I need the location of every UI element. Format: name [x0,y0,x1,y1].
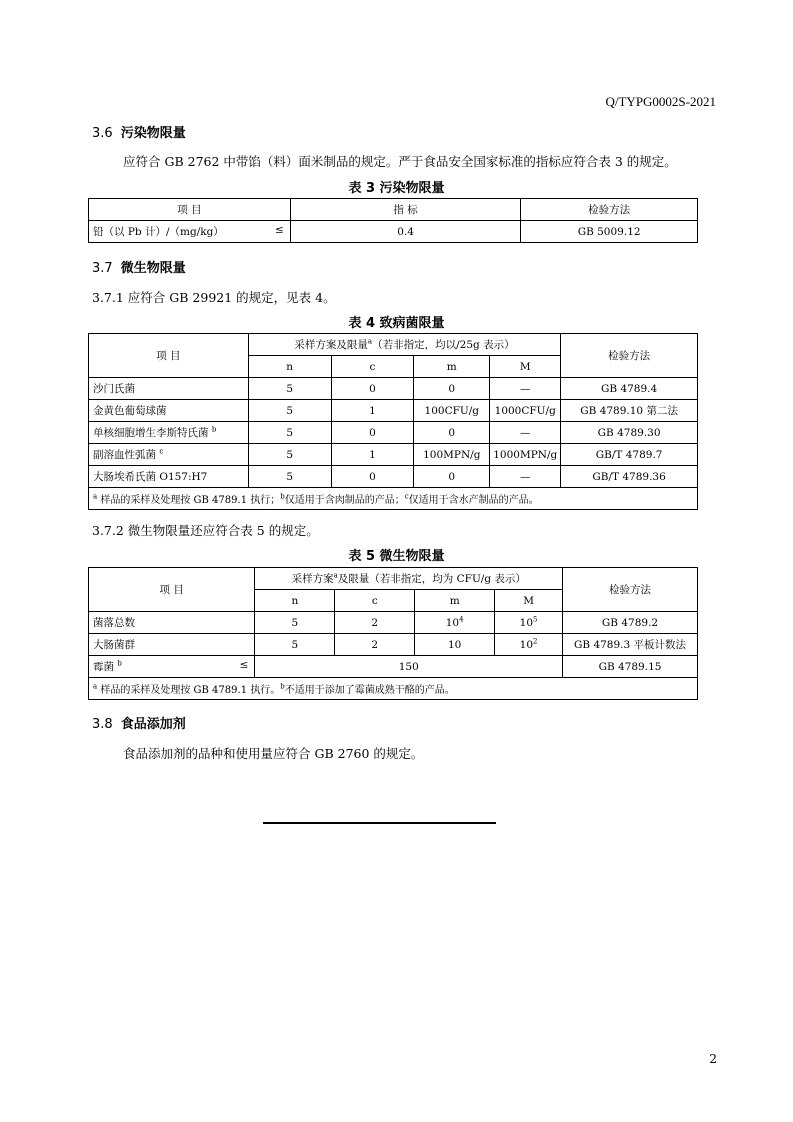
table-row [89,612,698,634]
table4-pathogen-limits [88,333,698,510]
section-3-8-heading [92,713,186,732]
table4-title: 表 4 致病菌限量 [348,316,445,331]
m-cell: 100CFU/g [414,400,490,422]
table-row [89,634,698,656]
table5-title: 表 5 微生物限量 [348,549,445,564]
header-method: 检验方法 [561,334,698,378]
clause-text: 微生物限量还应符合表 5 的规定。 [127,523,319,538]
M-cell: 1000MPN/g [490,444,561,466]
section-3-6-text: 应符合 GB 2762 中带馅（料）面米制品的规定。严于食品安全国家标准的指标应符合表 3 的规定。 [123,154,677,169]
header-sampling-plan: 采样方案及限量$^a$（若非指定，均以/25g 表示） [248,334,560,356]
clause-3-7-1 [92,288,336,306]
subheader-c: c [335,590,415,612]
c-cell: 0 [331,466,414,488]
table-row [89,444,698,466]
table-note-row [89,678,698,700]
table5-microbial-limits [88,567,698,700]
section-3-7-heading [92,257,186,276]
M-cell: — [490,466,561,488]
table-row [89,400,698,422]
method-cell: GB/T 4789.36 [561,466,698,488]
section-number: 3.7 [92,261,113,276]
document-code: Q/TYPG0002S-2021 [605,94,716,109]
section-title: 食品添加剂 [120,717,186,732]
c-cell: 0 [331,378,414,400]
item-cell: 单核细胞增生李斯特氏菌 $^b$ [89,422,249,444]
table-row [89,378,698,400]
n-cell: 5 [248,444,331,466]
m-cell: 0 [414,466,490,488]
method-cell: GB 4789.4 [561,378,698,400]
m-cell: $10^4$ [415,612,495,634]
section-3-8-text: 食品添加剂的品种和使用量应符合 GB 2760 的规定。 [123,746,424,761]
table-row [89,422,698,444]
method-cell: GB 5009.12 [521,221,698,243]
item-cell: 大肠埃希氏菌 O157:H7 [89,466,249,488]
item-cell: 金黄色葡萄球菌 [89,400,249,422]
M-cell: $10^5$ [495,612,563,634]
item-cell: 霉菌 $^b$ ≤ [89,656,255,678]
table-row [89,656,698,678]
item-cell: 大肠菌群 [89,634,255,656]
m-cell: 0 [414,422,490,444]
table-row [89,466,698,488]
n-cell: 5 [255,634,335,656]
clause-3-7-2 [92,521,319,539]
table-row [89,221,698,243]
item-cell: 副溶血性弧菌 $^c$ [89,444,249,466]
table3-contaminant-limits [88,198,698,243]
header-method: 检验方法 [563,568,698,612]
header-sampling-plan: 采样方案$^a$及限量（若非指定，均为 CFU/g 表示） [255,568,563,590]
c-cell: 0 [331,422,414,444]
item-cell: 沙门氏菌 [89,378,249,400]
c-cell: 2 [335,634,415,656]
M-cell: — [490,422,561,444]
clause-number: 3.7.1 [92,290,124,305]
M-cell: — [490,378,561,400]
n-cell: 5 [248,400,331,422]
M-cell: 1000CFU/g [490,400,561,422]
item-label: 铅（以 Pb 计）/（mg/kg） [93,226,224,238]
header-cell: 检验方法 [521,199,698,221]
header-item: 项 目 [89,334,249,378]
page-number: 2 [709,1052,717,1066]
item-cell: 菌落总数 [89,612,255,634]
subheader-n: n [248,356,331,378]
c-cell: 1 [331,400,414,422]
n-cell: 5 [248,422,331,444]
table-note-row [89,488,698,510]
section-number: 3.8 [92,717,113,732]
subheader-M: M [495,590,563,612]
subheader-m: m [414,356,490,378]
value-cell: 150 [255,656,563,678]
method-cell: GB 4789.30 [561,422,698,444]
table4-footnote: $^a$ 样品的采样及处理按 GB 4789.1 执行；$^b$仅适用于含肉制品的产品；$^c$仅适用于含水产制品的产品。 [89,488,698,510]
table5-footnote: $^a$ 样品的采样及处理按 GB 4789.1 执行。$^b$不适用于添加了霉菌成熟干酪的产品。 [89,678,698,700]
c-cell: 1 [331,444,414,466]
section-number: 3.6 [92,126,113,141]
n-cell: 5 [248,466,331,488]
m-cell: 10 [415,634,495,656]
m-cell: 100MPN/g [414,444,490,466]
M-cell: $10^2$ [495,634,563,656]
header-item: 项 目 [89,568,255,612]
clause-text: 应符合 GB 29921 的规定，见表 4。 [127,290,336,305]
table-header-row [89,199,698,221]
header-cell: 项 目 [89,199,291,221]
header-cell: 指 标 [290,199,520,221]
section-title: 污染物限量 [120,126,186,141]
subheader-M: M [490,356,561,378]
subheader-n: n [255,590,335,612]
n-cell: 5 [248,378,331,400]
c-cell: 2 [335,612,415,634]
method-cell: GB 4789.10 第二法 [561,400,698,422]
value-cell: 0.4 [290,221,520,243]
n-cell: 5 [255,612,335,634]
clause-number: 3.7.2 [92,523,124,538]
end-rule [263,822,496,824]
table-header-row [89,568,698,590]
section-title: 微生物限量 [120,261,186,276]
method-cell: GB 4789.2 [563,612,698,634]
m-cell: 0 [414,378,490,400]
section-3-6-heading [92,122,186,141]
method-cell: GB/T 4789.7 [561,444,698,466]
method-cell: GB 4789.15 [563,656,698,678]
item-cell [89,221,291,243]
le-symbol: ≤ [275,224,284,236]
table-header-row [89,334,698,356]
subheader-c: c [331,356,414,378]
le-symbol: ≤ [239,659,249,671]
table3-title: 表 3 污染物限量 [348,181,445,196]
subheader-m: m [415,590,495,612]
method-cell: GB 4789.3 平板计数法 [563,634,698,656]
